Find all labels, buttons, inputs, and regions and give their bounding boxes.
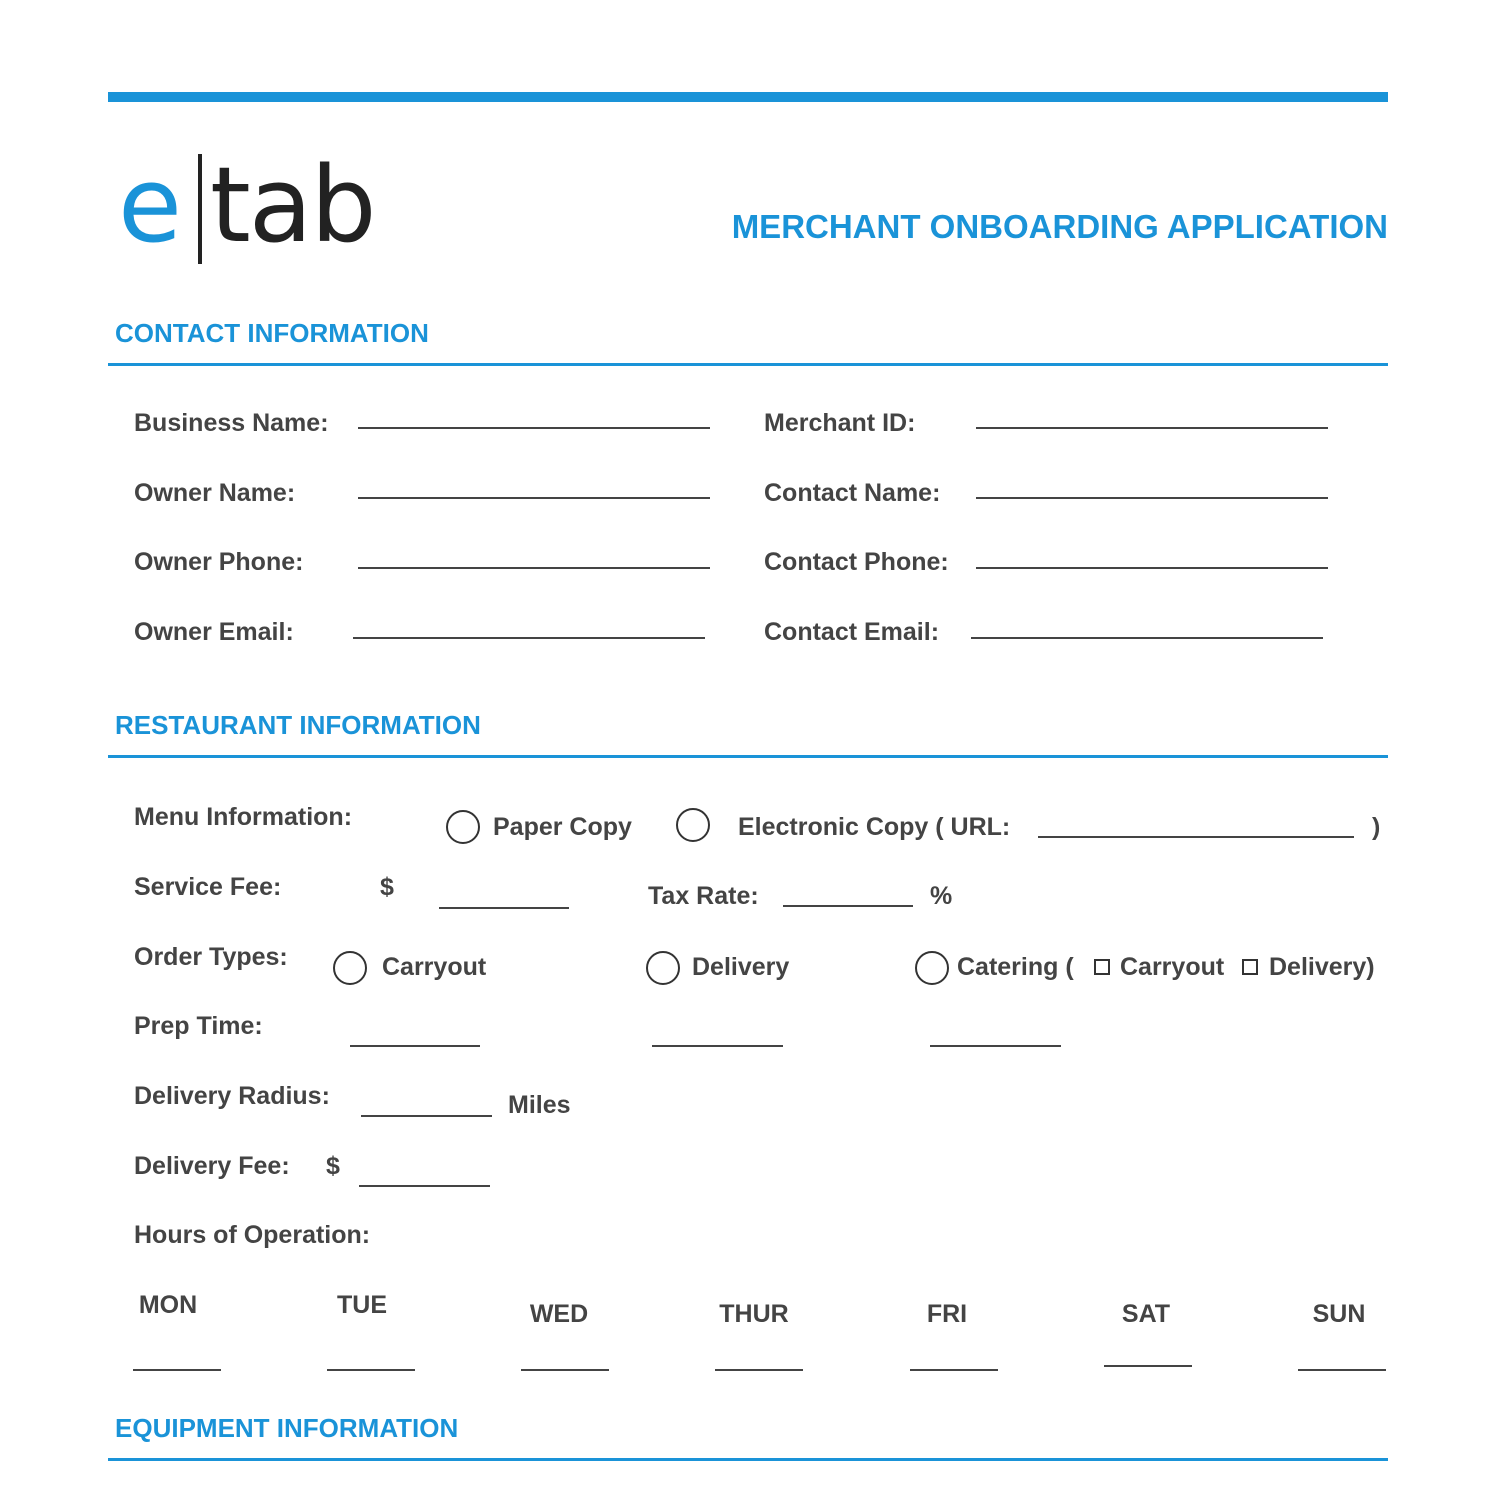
restaurant-section-title: RESTAURANT INFORMATION [115, 710, 481, 740]
paper-copy-radio[interactable] [446, 810, 480, 844]
owner-name-label: Owner Name: [134, 479, 296, 507]
day-label-tue: TUE [337, 1291, 387, 1319]
service-fee-field[interactable] [439, 907, 569, 909]
page-title: MERCHANT ONBOARDING APPLICATION [731, 208, 1388, 245]
delivery-radius-miles: Miles [508, 1091, 571, 1119]
prep-time-catering-field[interactable] [930, 1045, 1061, 1047]
day-label-thur: THUR [719, 1300, 789, 1328]
logo-divider [198, 154, 202, 264]
contact-name-field[interactable] [976, 497, 1328, 499]
owner-email-field[interactable] [353, 637, 705, 639]
order-types-label: Order Types: [134, 943, 288, 971]
menu-information-label: Menu Information: [134, 803, 353, 831]
business-name-field[interactable] [358, 427, 710, 429]
hours-field-fri[interactable] [910, 1369, 998, 1371]
tax-rate-field[interactable] [783, 905, 913, 907]
catering-radio[interactable] [915, 951, 949, 985]
delivery-radius-label: Delivery Radius: [134, 1082, 330, 1110]
day-label-sat: SAT [1121, 1300, 1171, 1328]
hours-field-mon[interactable] [133, 1369, 221, 1371]
contact-email-label: Contact Email: [764, 618, 940, 646]
hours-field-wed[interactable] [521, 1369, 609, 1371]
catering-delivery-label: Delivery) [1269, 953, 1375, 981]
tax-rate-label: Tax Rate: [648, 882, 759, 910]
merchant-id-field[interactable] [976, 427, 1328, 429]
delivery-radio[interactable] [646, 951, 680, 985]
hours-field-thur[interactable] [715, 1369, 803, 1371]
equipment-section-title: EQUIPMENT INFORMATION [115, 1413, 459, 1443]
url-close-paren: ) [1372, 813, 1381, 841]
prep-time-carryout-field[interactable] [350, 1045, 480, 1047]
hours-of-operation-label: Hours of Operation: [134, 1221, 371, 1249]
delivery-fee-label: Delivery Fee: [134, 1152, 290, 1180]
menu-url-field[interactable] [1038, 836, 1354, 838]
paper-copy-label: Paper Copy [493, 813, 632, 841]
electronic-copy-radio[interactable] [676, 808, 710, 842]
contact-name-label: Contact Name: [764, 479, 941, 507]
contact-section-title: CONTACT INFORMATION [115, 318, 429, 348]
catering-carryout-label: Carryout [1120, 953, 1225, 981]
prep-time-label: Prep Time: [134, 1012, 263, 1040]
contact-email-field[interactable] [971, 637, 1323, 639]
electronic-copy-label: Electronic Copy ( URL: [738, 813, 1011, 841]
service-fee-dollar: $ [380, 873, 394, 901]
delivery-label: Delivery [692, 953, 790, 981]
contact-phone-label: Contact Phone: [764, 548, 949, 576]
business-name-label: Business Name: [134, 409, 329, 437]
day-label-wed: WED [529, 1300, 589, 1328]
carryout-label: Carryout [382, 953, 487, 981]
delivery-radius-field[interactable] [361, 1115, 492, 1117]
hours-field-tue[interactable] [327, 1369, 415, 1371]
owner-name-field[interactable] [358, 497, 710, 499]
catering-delivery-checkbox[interactable] [1242, 959, 1258, 975]
day-label-sun: SUN [1312, 1300, 1366, 1328]
tax-rate-percent: % [930, 882, 953, 910]
delivery-fee-field[interactable] [359, 1185, 490, 1187]
restaurant-section-rule [108, 755, 1388, 758]
prep-time-delivery-field[interactable] [652, 1045, 783, 1047]
day-label-fri: FRI [926, 1300, 968, 1328]
equipment-section-rule [108, 1458, 1388, 1461]
day-label-mon: MON [138, 1291, 198, 1319]
carryout-radio[interactable] [333, 951, 367, 985]
owner-email-label: Owner Email: [134, 618, 294, 646]
service-fee-label: Service Fee: [134, 873, 282, 901]
top-accent-bar [108, 92, 1388, 102]
logo-e: e [118, 144, 180, 266]
hours-field-sat[interactable] [1104, 1365, 1192, 1367]
delivery-fee-dollar: $ [326, 1152, 340, 1180]
catering-label: Catering ( [957, 953, 1074, 981]
catering-carryout-checkbox[interactable] [1094, 959, 1110, 975]
owner-phone-field[interactable] [358, 567, 710, 569]
logo-tab: tab [210, 144, 375, 266]
hours-field-sun[interactable] [1298, 1369, 1386, 1371]
contact-phone-field[interactable] [976, 567, 1328, 569]
owner-phone-label: Owner Phone: [134, 548, 304, 576]
merchant-id-label: Merchant ID: [764, 409, 916, 437]
contact-section-rule [108, 363, 1388, 366]
